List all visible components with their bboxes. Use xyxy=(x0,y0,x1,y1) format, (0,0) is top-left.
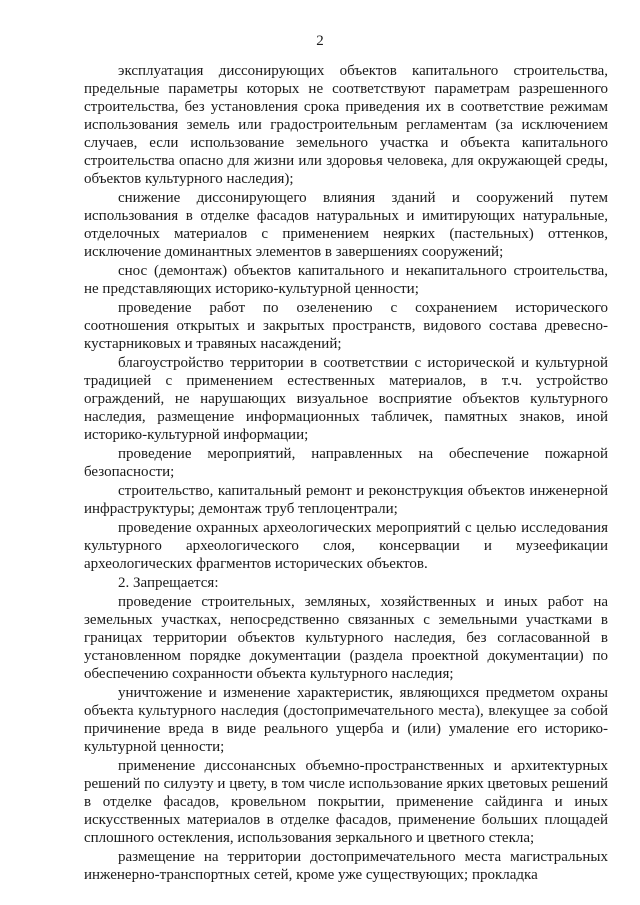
paragraph-trunk-networks: размещение на территории достопримечательного места магистральных инженерно-транспортных сетей, кроме уже существующих; прокладка xyxy=(84,849,608,883)
section-heading-prohibited: 2. Запрещается: xyxy=(118,575,219,591)
paragraph-construction-works: проведение строительных, земляных, хозяйственных и иных работ на земельных участках, непосредственно связанных с земельными участками в границах территории объектов культурного наследия, без согласованной в установленном порядке документации (раздела проектной документации) по обеспечению сохранности объекта культурного наследия; xyxy=(84,594,608,682)
paragraph-dissonant-objects-operation: эксплуатация диссонирующих объектов капитального строительства, предельные параметры которых не соответствуют параметрам разрешенного строительства, без установления срока приведения их в соответствие режимам использования земель или градостроительным регламентам (за исключением случаев, если использование земельного участка и объекта капитального строительства опасно для жизни или здоровья человека, для окружающей среды, объектов культурного наследия); xyxy=(84,63,608,187)
paragraph-destruction-characteristics: уничтожение и изменение характеристик, являющихся предметом охраны объекта культурного наследия (достопримечательного места), влекущее за собой причинение вреда в виде реального ущерба и (или) умаление его историко-культурной ценности; xyxy=(84,685,608,755)
paragraph-engineering-infrastructure: строительство, капитальный ремонт и реконструкция объектов инженерной инфраструктуры; демонтаж труб теплоцентрали; xyxy=(84,483,608,517)
paragraph-fire-safety: проведение мероприятий, направленных на обеспечение пожарной безопасности; xyxy=(84,446,608,480)
page-number: 2 xyxy=(316,33,324,49)
document-body xyxy=(84,62,608,885)
paragraph-demolition: снос (демонтаж) объектов капитального и некапитального строительства, не представляющих историко-культурной ценности; xyxy=(84,263,608,297)
paragraph-reduce-dissonant-influence: снижение диссонирующего влияния зданий и сооружений путем использования в отделке фасадов натуральных и имитирующих натуральные, отделочных материалов с применением неярких (пастельных) оттенков, исключение доминантных элементов в завершениях сооружений; xyxy=(84,190,608,260)
paragraph-dissonant-solutions: применение диссонансных объемно-пространственных и архитектурных решений по силуэту и цвету, в том числе использование ярких цветовых решений в отделке фасадов, кровельном покрытии, применение сайдинга и иных искусственных материалов в отделке фасадов, применение больших площадей сплошного остекления, использования зеркального и цветного стекла; xyxy=(84,758,608,846)
paragraph-territory-improvement: благоустройство территории в соответствии с исторической и культурной традицией с применением естественных материалов, в т.ч. устройство ограждений, не нарушающих визуальное восприятие объектов культурного наследия, размещение информационных табличек, памятных знаков, иной историко-культурной информации; xyxy=(84,355,608,443)
paragraph-archaeological-measures: проведение охранных археологических мероприятий с целью исследования культурного археологического слоя, консервации и музеефикации археологических фрагментов исторических объектов. xyxy=(84,520,608,572)
paragraph-landscaping: проведение работ по озеленению с сохранением исторического соотношения открытых и закрытых пространств, видового состава древесно-кустарниковых и травяных насаждений; xyxy=(84,300,608,352)
